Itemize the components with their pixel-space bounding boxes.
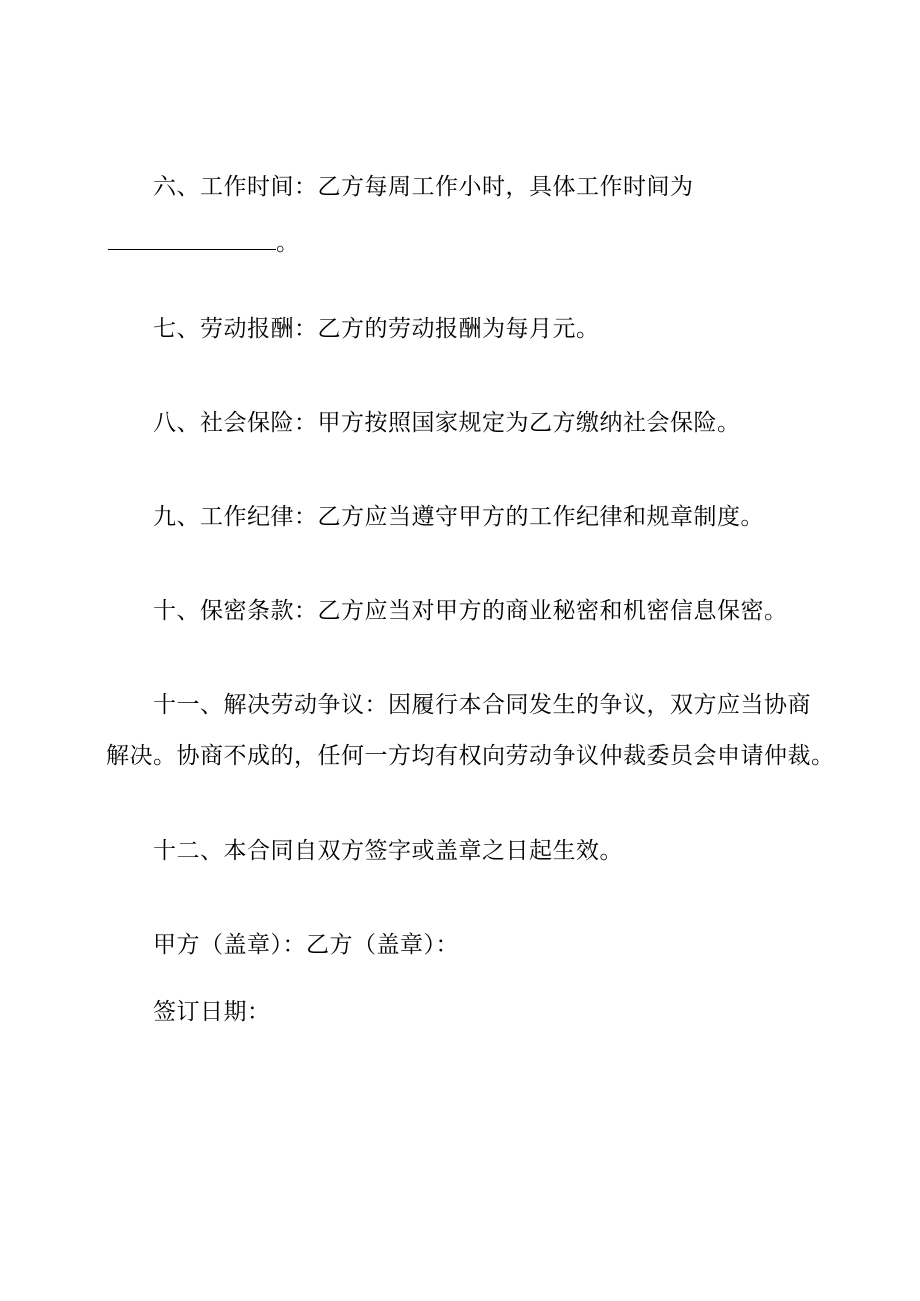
- clause-10: 十、保密条款：乙方应当对甲方的商业秘密和机密信息保密。: [153, 598, 788, 624]
- clause-12: 十二、本合同自双方签字或盖章之日起生效。: [153, 838, 623, 864]
- clause-11-line-2: 解决。协商不成的，任何一方均有权向劳动争议仲裁委员会申请仲裁。: [106, 743, 835, 769]
- work-time-blank: [108, 231, 276, 250]
- signing-date-label: 签订日期：: [153, 999, 271, 1025]
- clause-6-line-2-end: 。: [276, 230, 300, 256]
- clause-11-line-1: 十一、解决劳动争议：因履行本合同发生的争议，双方应当协商: [153, 692, 811, 718]
- clause-6-line-2: [108, 228, 300, 258]
- clause-7: 七、劳动报酬：乙方的劳动报酬为每月元。: [153, 316, 600, 342]
- clause-8: 八、社会保险：甲方按照国家规定为乙方缴纳社会保险。: [153, 410, 741, 436]
- clause-9: 九、工作纪律：乙方应当遵守甲方的工作纪律和规章制度。: [153, 504, 764, 530]
- clause-6-line-1: 六、工作时间：乙方每周工作小时，具体工作时间为: [153, 174, 694, 200]
- signature-parties: 甲方（盖章）：乙方（盖章）：: [153, 932, 459, 958]
